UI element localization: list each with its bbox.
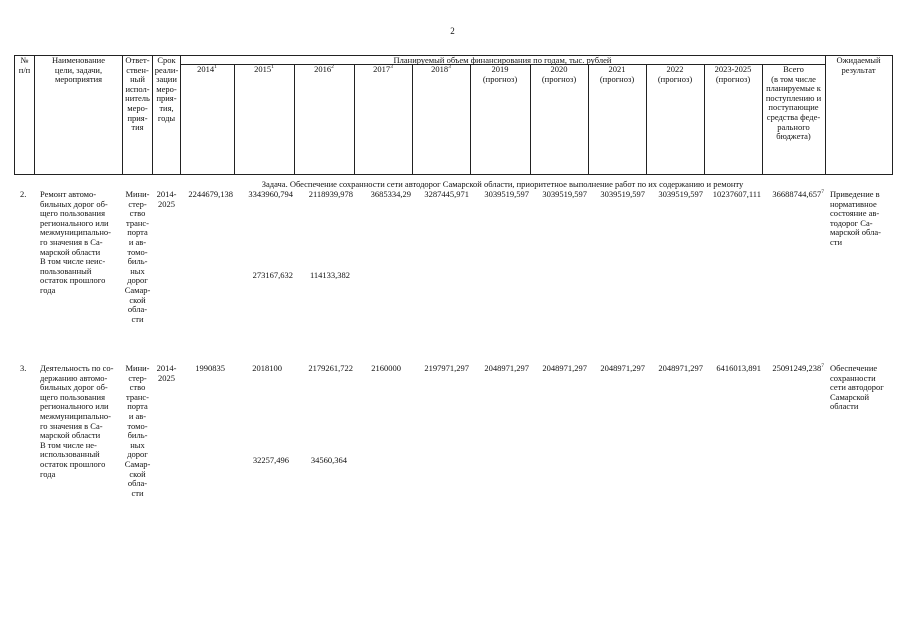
row-term: 2014- 2025	[156, 363, 177, 383]
row-value: 2118939,978	[308, 189, 353, 199]
header-year: 2014$^1$	[197, 64, 217, 74]
header-year: 2023-2025 (прогноз)	[714, 64, 752, 84]
row-value: 2048971,297	[600, 363, 645, 373]
header-result: Ожидаемый результат	[836, 55, 881, 75]
header-bottom-border	[14, 174, 892, 175]
row-value: 3039519,597	[658, 189, 703, 199]
col-border	[412, 64, 413, 175]
row-value: 2244679,138	[188, 189, 233, 199]
task-title: Задача. Обеспечение сохранности сети автодорог Самарской области, приоритетное выполнение работ по их содержанию и ремонту	[261, 179, 744, 189]
row-value: 3343960,794	[248, 189, 293, 199]
row-value: 2018100	[252, 363, 282, 373]
header-year: 2015$^1$	[254, 64, 274, 74]
row-value: 2160000	[371, 363, 401, 373]
header-total: Всего (в том числе планируемые к поступлению и поступающие средства феде- рального бюджета)	[765, 64, 822, 142]
header-year: 2019 (прогноз)	[482, 64, 518, 84]
row-total: 36688744,657$^7$	[772, 189, 824, 199]
row-value: 2048971,297	[484, 363, 529, 373]
header-year: 2022 (прогноз)	[657, 64, 693, 84]
row-value: 3039519,597	[600, 189, 645, 199]
row-term: 2014- 2025	[156, 189, 177, 209]
row-sub-value: 32257,496	[252, 455, 289, 465]
row-value: 3039519,597	[542, 189, 587, 199]
header-name: Наименование цели, задачи, мероприятия	[52, 55, 105, 85]
header-plan: Планируемый объем финансирования по годам, тыс. рублей	[393, 55, 612, 65]
col-border	[892, 55, 893, 175]
row-sub-value: 114133,382	[309, 270, 350, 280]
header-year: 2020 (прогноз)	[541, 64, 577, 84]
row-sub-value: 273167,632	[252, 270, 293, 280]
header-year: 2017$^3$	[373, 64, 393, 74]
row-result: Обеспечение сохранности сети автодорог Самарской области	[830, 363, 884, 412]
row-responsible: Мини- стер- ство транс- порта и ав- томо- биль- ных дорог Самар- ской обла- сти	[124, 363, 151, 498]
row-value: 2179261,722	[308, 363, 353, 373]
col-border	[354, 64, 355, 175]
row-name: Деятельность по со- держанию автомо- бильных дорог об- щего пользования регионального или межмуниципально- го значения в Са- марской области В том числе не- использованный остаток прошлого года	[40, 363, 114, 479]
row-value: 10237607,111	[712, 189, 761, 199]
row-value: 2048971,297	[658, 363, 703, 373]
header-term: Срок реали- зации меро- прия- тия, годы	[154, 55, 179, 123]
row-value: 3039519,597	[484, 189, 529, 199]
header-responsible: Ответ- ствен- ный испол- нитель меро- прия- тия	[125, 55, 150, 133]
header-year: 2021 (прогноз)	[599, 64, 635, 84]
row-value: 3685334,29	[370, 189, 411, 199]
row-total: 25091249,238$^7$	[772, 363, 824, 373]
header-num: № п/п	[18, 55, 31, 75]
col-border	[294, 64, 295, 175]
header-year: 2016$^2$	[314, 64, 334, 74]
row-num: 3.	[20, 363, 27, 373]
row-value: 2048971,297	[542, 363, 587, 373]
row-value: 2197971,297	[424, 363, 469, 373]
row-name: Ремонт автомо- бильных дорог об- щего пользования регионального или межмуниципально- го значения в Са- марской области В том числе неис- пользованный остаток прошлого года	[40, 189, 111, 295]
row-value: 3287445,971	[424, 189, 469, 199]
row-result: Приведение в нормативное состояние ав- тодорог Са- марской обла- сти	[830, 189, 881, 247]
row-value: 6416013,891	[716, 363, 761, 373]
row-responsible: Мини- стер- ство транс- порта и ав- томо- биль- ных дорог Самар- ской обла- сти	[124, 189, 151, 324]
row-num: 2.	[20, 189, 27, 199]
row-value: 1990835	[195, 363, 225, 373]
page-number: 2	[450, 26, 455, 36]
row-sub-value: 34560,364	[310, 455, 347, 465]
col-border	[234, 64, 235, 175]
header-year: 2018$^3$	[431, 64, 451, 74]
